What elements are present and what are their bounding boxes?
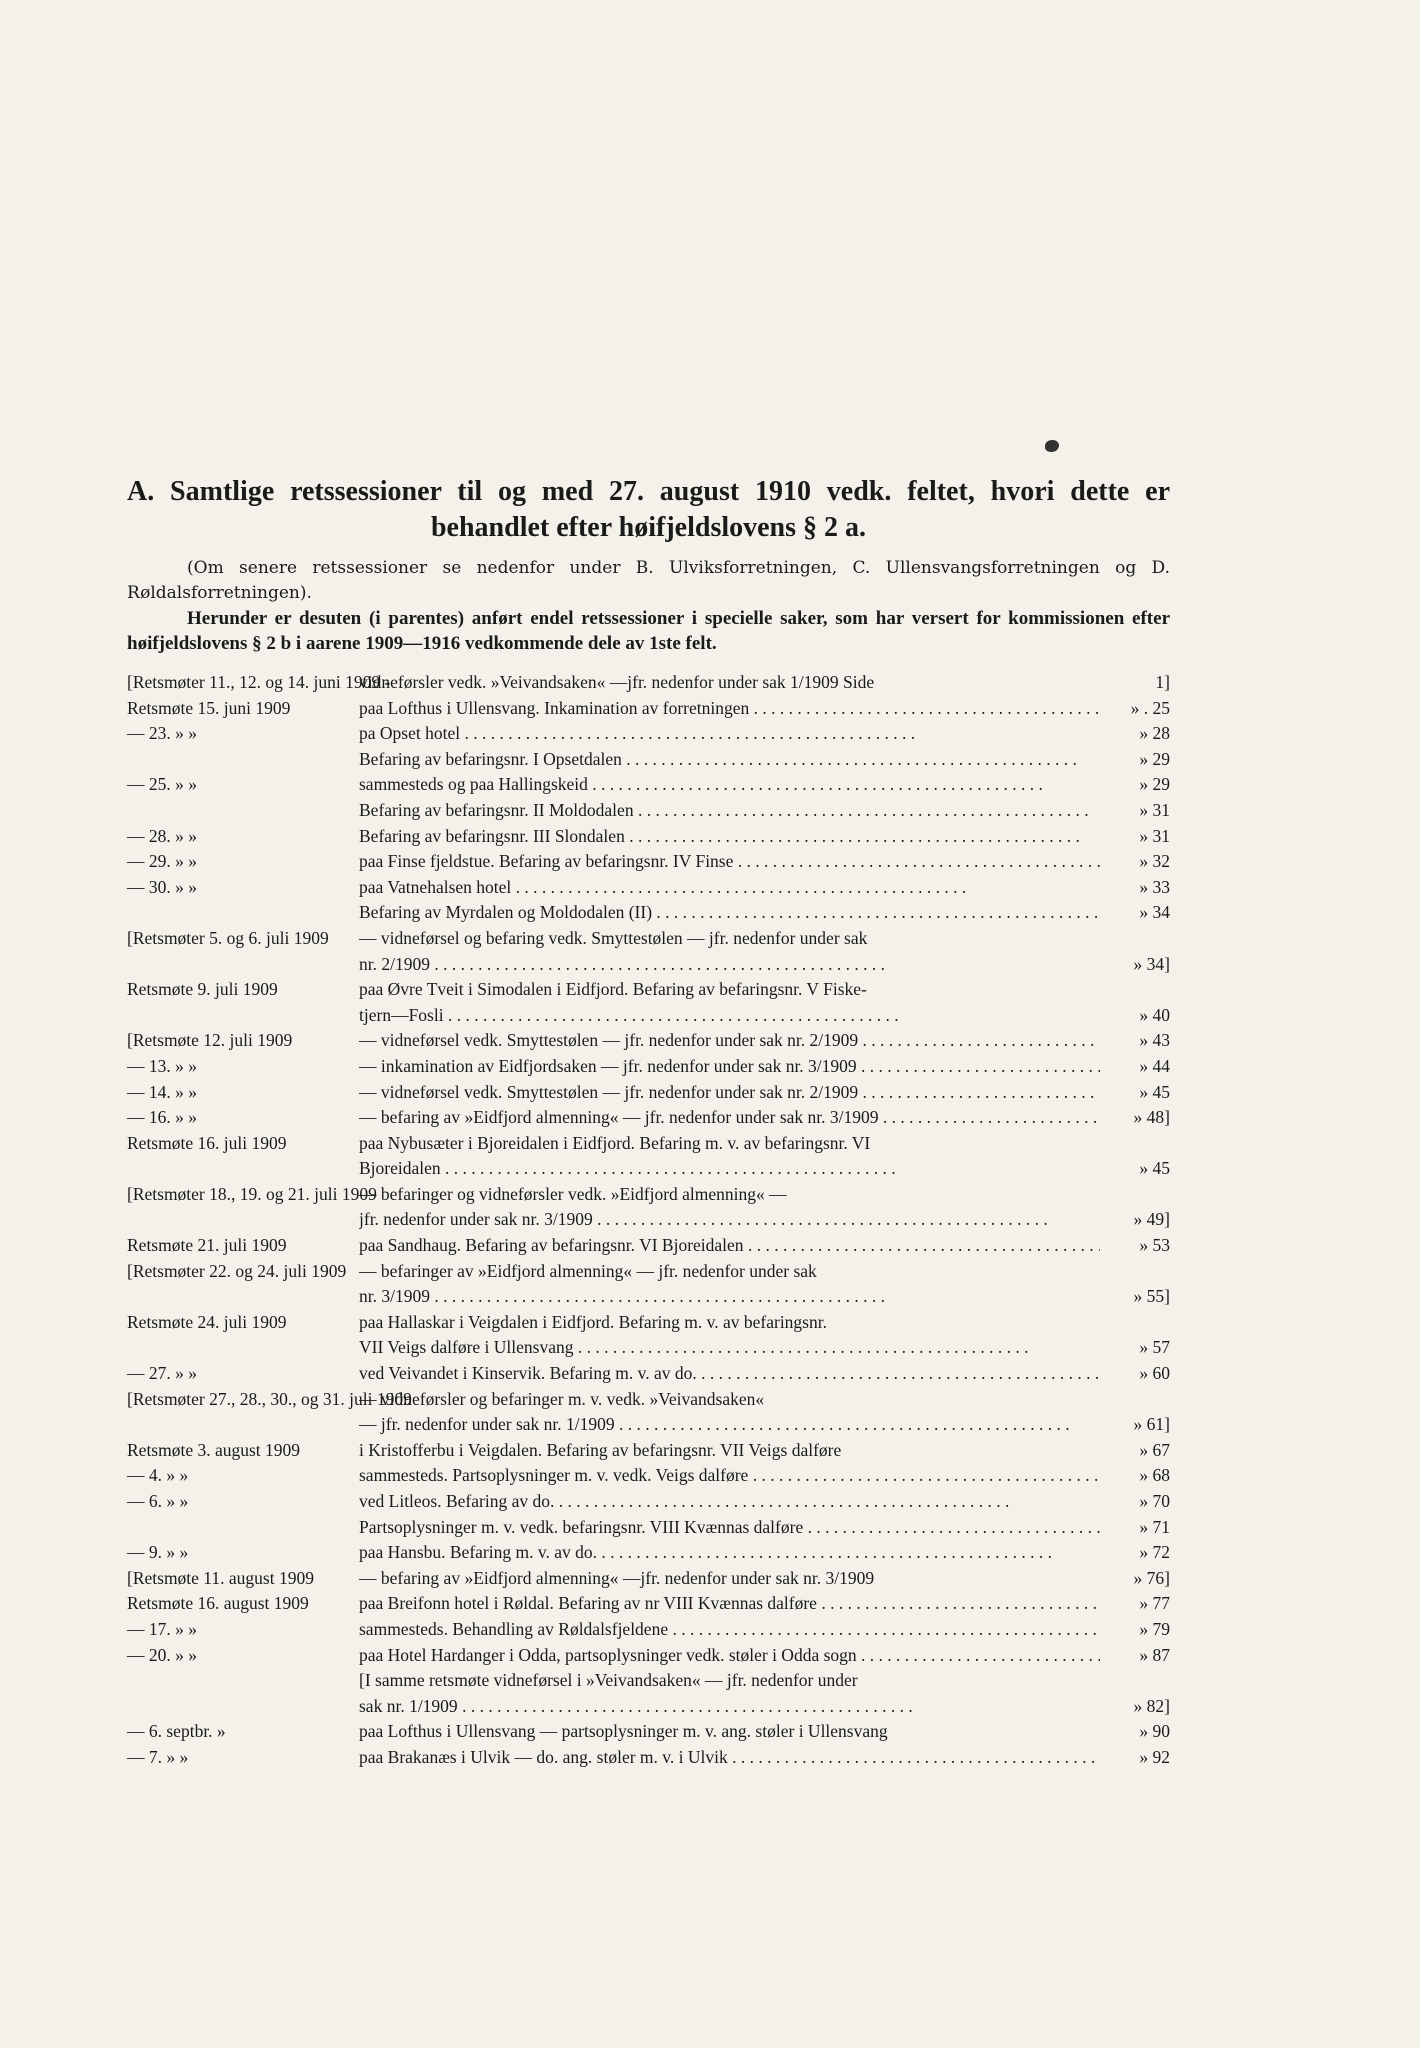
entry-date: [Retsmøter 27., 28., 30., og 31. juli 1909 (127, 1388, 412, 1409)
entry-date: — 9. » » (127, 1542, 189, 1563)
session-list (127, 670, 1170, 1771)
entry-page-number: » 77 (1139, 1593, 1170, 1614)
entry-text: paa Sandhaug. Befaring av befaringsnr. VI Bjoreidalen . . . (359, 1233, 1100, 1259)
entry-text: i Kristofferbu i Veigdalen. Befaring av befaringsnr. VII Veigs dalføre (359, 1439, 842, 1460)
session-entry (127, 1438, 1170, 1464)
session-entry (127, 696, 1170, 722)
session-entry (127, 1745, 1170, 1771)
entry-text: paa Nybusæter i Bjoreidalen i Eidfjord. Befaring m. v. av befaringsnr. VI (359, 1132, 871, 1153)
entry-text: ved Veivandet i Kinservik. Befaring m. v. av do. . . . (359, 1361, 1100, 1387)
session-entry (127, 1591, 1170, 1617)
entry-date: [Retsmøter 22. og 24. juli 1909 (127, 1260, 347, 1281)
entry-text: [I samme retsmøte vidneførsel i »Veivandsaken« — jfr. nedenfor under (359, 1670, 858, 1691)
entry-date: Retsmøte 21. juli 1909 (127, 1235, 287, 1256)
session-entry (127, 1207, 1170, 1233)
session-entry (127, 1182, 1170, 1208)
session-entry (127, 747, 1170, 773)
session-entry (127, 1617, 1170, 1643)
entry-page-number: » 45 (1139, 1158, 1170, 1179)
entry-text: — vidneførsel vedk. Smyttestølen — jfr. nedenfor under sak nr. 2/1909 . . . (359, 1080, 1100, 1106)
entry-text: VII Veigs dalføre i Ullensvang . . . (359, 1335, 1100, 1361)
entry-text: paa Lofthus i Ullensvang — partsoplysninger m. v. ang. støler i Ullensvang (359, 1721, 888, 1742)
entry-text: — inkamination av Eidfjordsaken — jfr. nedenfor under sak nr. 3/1909 . . . (359, 1054, 1100, 1080)
entry-date: — 30. » » (127, 876, 197, 897)
entry-page-number: » 48] (1133, 1107, 1170, 1128)
entry-text: paa Øvre Tveit i Simodalen i Eidfjord. Befaring av befaringsnr. V Fiske- (359, 979, 867, 1000)
session-entry (127, 1310, 1170, 1336)
entry-text: paa Vatnehalsen hotel . . . (359, 875, 1100, 901)
entry-text: — vidneførsel vedk. Smyttestølen — jfr. nedenfor under sak nr. 2/1909 . . . (359, 1028, 1100, 1054)
session-entry (127, 952, 1170, 978)
entry-text: nr. 3/1909 . . . (359, 1284, 1100, 1310)
session-entry (127, 1361, 1170, 1387)
entry-text: ved Litleos. Befaring av do. . . . (359, 1489, 1100, 1515)
section-heading (127, 474, 1170, 546)
entry-text: — vidneførsel og befaring vedk. Smyttestølen — jfr. nedenfor under sak (359, 927, 868, 948)
entry-text: paa Hansbu. Befaring m. v. av do. . . . (359, 1540, 1100, 1566)
entry-text: Befaring av befaringsnr. II Moldodalen . . . (359, 798, 1100, 824)
entry-date: — 14. » » (127, 1081, 197, 1102)
session-entry (127, 875, 1170, 901)
session-entry (127, 1694, 1170, 1720)
entry-text: — befaring av »Eidfjord almenning« —jfr. nedenfor under sak nr. 3/1909 (359, 1567, 875, 1588)
heading-line-2: behandlet efter høifjeldslovens § 2 a. (430, 512, 867, 543)
entry-page-number: » 34] (1133, 953, 1170, 974)
entry-date: — 29. » » (127, 851, 197, 872)
session-entry (127, 849, 1170, 875)
entry-date: — 20. » » (127, 1644, 197, 1665)
entry-text: — befaring av »Eidfjord almenning« — jfr. nedenfor under sak nr. 3/1909 . . . (359, 1105, 1100, 1131)
entry-text: tjern—Fosli . . . (359, 1003, 1100, 1029)
intro-text (127, 556, 1170, 656)
session-entry (127, 977, 1170, 1003)
session-entry (127, 1156, 1170, 1182)
entry-page-number: » 31 (1139, 825, 1170, 846)
entry-date: Retsmøte 15. juni 1909 (127, 697, 291, 718)
entry-page-number: » 49] (1133, 1209, 1170, 1230)
entry-text: Befaring av befaringsnr. III Slondalen . . . (359, 824, 1100, 850)
entry-text: — vidneførsler og befaringer m. v. vedk. »Veivandsaken« (359, 1388, 765, 1409)
session-entry (127, 772, 1170, 798)
session-entry (127, 1719, 1170, 1745)
entry-text: sammesteds. Partsoplysninger m. v. vedk. Veigs dalføre . . . (359, 1463, 1100, 1489)
entry-page-number: » 43 (1139, 1030, 1170, 1051)
session-entry (127, 1054, 1170, 1080)
session-entry (127, 1105, 1170, 1131)
entry-date: — 25. » » (127, 774, 197, 795)
entry-page-number: » 34 (1139, 902, 1170, 923)
entry-date: — 27. » » (127, 1363, 197, 1384)
entry-page-number: » 72 (1139, 1542, 1170, 1563)
intro-paragraph-1: (Om senere retssessioner se nedenfor under B. Ulviksforretningen, C. Ullensvangsforretningen og D. Røldalsforretningen). (127, 558, 1170, 603)
session-entry (127, 1259, 1170, 1285)
session-entry (127, 1131, 1170, 1157)
entry-text: paa Lofthus i Ullensvang. Inkamination av forretningen . . . (359, 696, 1100, 722)
entry-text: paa Brakanæs i Ulvik — do. ang. støler m. v. i Ulvik . . . (359, 1745, 1100, 1771)
entry-text: Bjoreidalen . . . (359, 1156, 1100, 1182)
session-entry (127, 1284, 1170, 1310)
entry-page-number: » 68 (1139, 1465, 1170, 1486)
entry-page-number: » 82] (1133, 1695, 1170, 1716)
session-entry (127, 1668, 1170, 1694)
session-entry (127, 721, 1170, 747)
entry-page-number: » 70 (1139, 1491, 1170, 1511)
entry-page-number: » 29 (1139, 748, 1170, 769)
entry-page-number: » 28 (1139, 723, 1170, 744)
ink-blot (1045, 440, 1059, 452)
entry-text: jfr. nedenfor under sak nr. 3/1909 . . . (359, 1207, 1100, 1233)
entry-date: [Retsmøte 12. juli 1909 (127, 1030, 293, 1051)
session-entry (127, 1387, 1170, 1413)
session-entry (127, 670, 1170, 696)
entry-page-number: » 79 (1139, 1618, 1170, 1639)
entry-date: [Retsmøter 18., 19. og 21. juli 1909 (127, 1183, 377, 1204)
entry-text: — jfr. nedenfor under sak nr. 1/1909 . . . (359, 1412, 1100, 1438)
entry-date: [Retsmøte 11. august 1909 (127, 1567, 314, 1588)
entry-text: vidneførsler vedk. »Veivandsaken« —jfr. nedenfor under sak 1/1909 Side (359, 672, 875, 692)
entry-page-number: » 71 (1139, 1516, 1170, 1537)
session-entry (127, 1080, 1170, 1106)
entry-date: — 6. septbr. » (127, 1721, 226, 1742)
entry-page-number: » 40 (1139, 1004, 1170, 1025)
entry-page-number: » 45 (1139, 1081, 1170, 1102)
entry-text: paa Breifonn hotel i Røldal. Befaring av nr VIII Kvænnas dalføre . . . (359, 1591, 1100, 1617)
entry-date: — 6. » » (127, 1491, 189, 1511)
entry-page-number: » 67 (1139, 1439, 1170, 1460)
entry-page-number: » 29 (1139, 774, 1170, 795)
entry-date: Retsmøte 3. august 1909 (127, 1439, 301, 1460)
session-entry (127, 1566, 1170, 1592)
entry-date: — 7. » » (127, 1746, 189, 1767)
session-entry (127, 1489, 1170, 1515)
entry-date: — 4. » » (127, 1465, 189, 1486)
session-entry (127, 1003, 1170, 1029)
entry-page-number: » 53 (1139, 1235, 1170, 1256)
entry-text: — befaringer og vidneførsler vedk. »Eidfjord almenning« — (359, 1183, 787, 1204)
entry-page-number: » 31 (1139, 799, 1170, 820)
entry-date: — 16. » » (127, 1107, 197, 1128)
entry-text: sak nr. 1/1909 . . . (359, 1694, 1100, 1720)
entry-text: Befaring av Myrdalen og Moldodalen (II) . . . (359, 900, 1100, 926)
entry-text: pa Opset hotel . . . (359, 721, 1100, 747)
entry-text: paa Finse fjeldstue. Befaring av befaringsnr. IV Finse . . . (359, 849, 1100, 875)
entry-date: Retsmøte 16. juli 1909 (127, 1132, 287, 1153)
session-entry (127, 1463, 1170, 1489)
entry-text: paa Hallaskar i Veigdalen i Eidfjord. Befaring m. v. av befaringsnr. (359, 1311, 827, 1332)
entry-page-number: » 32 (1139, 851, 1170, 872)
entry-text: Partsoplysninger m. v. vedk. befaringsnr. VIII Kvænnas dalføre . . . (359, 1515, 1100, 1541)
entry-date: Retsmøte 24. juli 1909 (127, 1311, 287, 1332)
entry-page-number: » 55] (1133, 1286, 1170, 1307)
intro-paragraph-2: Herunder er desuten (i parentes) anført endel retssessioner i specielle saker, som har versert for kommissionen efter høifjeldslovens § 2 b i aarene 1909—1916 vedkommende dele av 1ste felt. (127, 608, 1170, 654)
entry-text: Befaring av befaringsnr. I Opsetdalen . . . (359, 747, 1100, 773)
entry-page-number: » 76] (1133, 1567, 1170, 1588)
entry-text: nr. 2/1909 . . . (359, 952, 1100, 978)
entry-date: — 13. » » (127, 1055, 197, 1076)
session-entry (127, 900, 1170, 926)
session-entry (127, 1540, 1170, 1566)
entry-page-number: » 61] (1133, 1414, 1170, 1435)
entry-date: Retsmøte 9. juli 1909 (127, 979, 278, 1000)
entry-date: [Retsmøter 5. og 6. juli 1909 (127, 927, 329, 948)
session-entry (127, 1233, 1170, 1259)
session-entry (127, 1335, 1170, 1361)
entry-page-number: » 33 (1139, 876, 1170, 897)
session-entry (127, 1028, 1170, 1054)
entry-page-number: » 92 (1139, 1746, 1170, 1767)
entry-text: sammesteds. Behandling av Røldalsfjeldene . . . (359, 1617, 1100, 1643)
document-page (127, 0, 1170, 2048)
entry-page-number: » 60 (1139, 1363, 1170, 1384)
entry-date: Retsmøte 16. august 1909 (127, 1593, 309, 1614)
session-entry (127, 824, 1170, 850)
entry-page-number: » 44 (1139, 1055, 1170, 1076)
entry-page-number: » 90 (1139, 1721, 1170, 1742)
entry-date: — 17. » » (127, 1618, 197, 1639)
session-entry (127, 926, 1170, 952)
heading-line-1: A. Samtlige retssessioner til og med 27. august 1910 vedk. feltet, hvori dette er (127, 476, 1170, 507)
entry-text: — befaringer av »Eidfjord almenning« — jfr. nedenfor under sak (359, 1260, 817, 1281)
entry-date: [Retsmøter 11., 12. og 14. juni 1909 - (127, 672, 391, 692)
entry-page-number: » 57 (1139, 1337, 1170, 1358)
entry-date: — 23. » » (127, 723, 197, 744)
entry-date: — 28. » » (127, 825, 197, 846)
session-entry (127, 1515, 1170, 1541)
entry-text: sammesteds og paa Hallingskeid . . . (359, 772, 1100, 798)
entry-page-number: 1] (1155, 672, 1170, 692)
session-entry (127, 798, 1170, 824)
session-entry (127, 1643, 1170, 1669)
entry-page-number: » 87 (1139, 1644, 1170, 1665)
entry-text: paa Hotel Hardanger i Odda, partsoplysninger vedk. støler i Odda sogn . . . (359, 1643, 1100, 1669)
entry-page-number: » . 25 (1130, 697, 1170, 718)
session-entry (127, 1412, 1170, 1438)
